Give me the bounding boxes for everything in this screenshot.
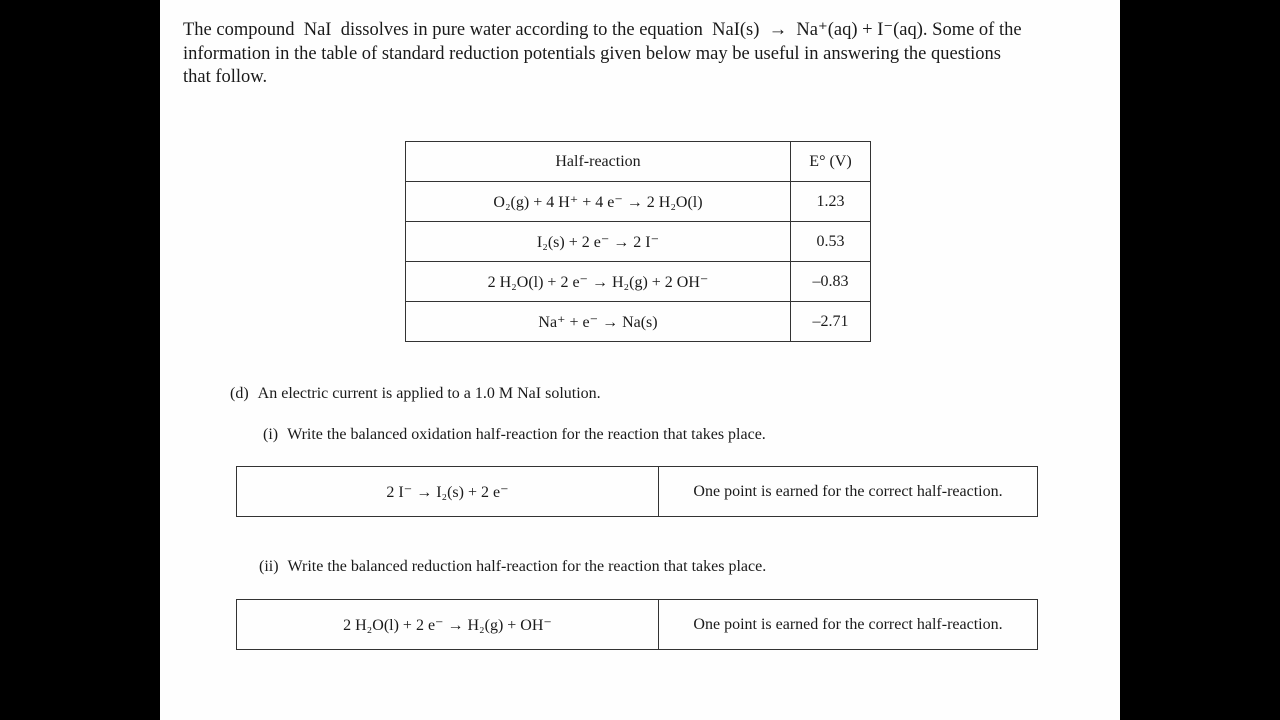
part-i-answer-table (236, 466, 1038, 517)
reaction-cell: Na⁺ + e⁻ → Na(s) (406, 302, 791, 342)
intro-paragraph (183, 19, 1088, 90)
part-d-label: (d) (230, 385, 249, 402)
intro-line-2: information in the table of standard reduction potentials given below may be useful in answering the questions (183, 43, 1001, 64)
document-page (160, 0, 1120, 720)
table-row (406, 222, 871, 262)
intro-line-3: that follow. (183, 67, 268, 87)
reaction-cell: I₂(s) + 2 e⁻ → 2 I⁻ (406, 222, 791, 262)
table-row (406, 262, 871, 302)
part-i-question (263, 426, 766, 444)
table-row (406, 182, 871, 222)
reaction-cell: O₂(g) + 4 H⁺ + 4 e⁻ → 2 H₂O(l) (406, 182, 791, 222)
part-i-points: One point is earned for the correct half-reaction. (659, 467, 1038, 517)
part-i-label: (i) (263, 426, 279, 443)
intro-line-1: The compound NaI dissolves in pure water according to the equation NaI(s) → Na⁺(aq) + I⁻(aq). Some of the (183, 20, 1022, 40)
reaction-cell: 2 H₂O(l) + 2 e⁻ → H₂(g) + 2 OH⁻ (406, 262, 791, 302)
potential-cell: –0.83 (791, 262, 871, 302)
part-ii-text: Write the balanced reduction half-reaction for the reaction that takes place. (287, 558, 767, 575)
header-potential: E° (V) (791, 142, 871, 182)
header-half-reaction: Half-reaction (406, 142, 791, 182)
table-header-row (406, 142, 871, 182)
potential-cell: –2.71 (791, 302, 871, 342)
potential-cell: 0.53 (791, 222, 871, 262)
part-ii-label: (ii) (259, 558, 279, 575)
part-i-text: Write the balanced oxidation half-reaction for the reaction that takes place. (287, 426, 766, 443)
part-ii-points: One point is earned for the correct half-reaction. (659, 600, 1038, 650)
part-d-text: An electric current is applied to a 1.0 M NaI solution. (257, 385, 601, 402)
part-ii-question (259, 558, 766, 576)
potential-cell: 1.23 (791, 182, 871, 222)
part-ii-answer: 2 H₂O(l) + 2 e⁻ → H₂(g) + OH⁻ (237, 600, 659, 650)
part-ii-answer-table (236, 599, 1038, 650)
part-i-answer: 2 I⁻ → I₂(s) + 2 e⁻ (237, 467, 659, 517)
table-row (406, 302, 871, 342)
reduction-potentials-table (405, 141, 871, 342)
part-d-question (230, 385, 601, 403)
